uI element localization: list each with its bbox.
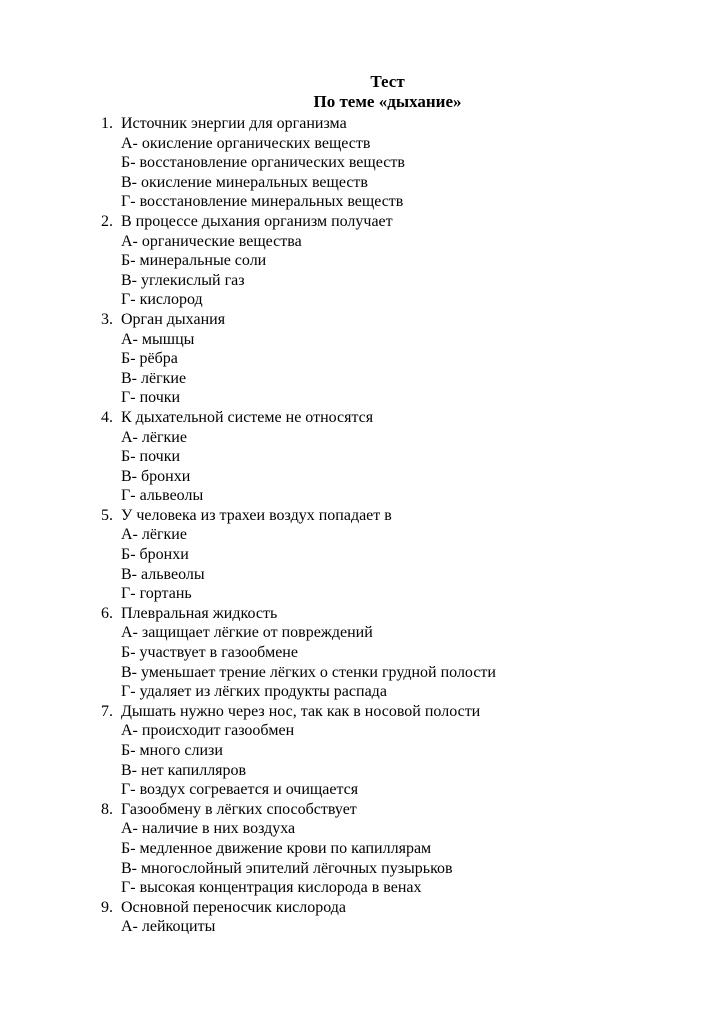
question-9 xyxy=(101,898,701,937)
answer-option: Б- почки xyxy=(121,448,181,466)
document-subtitle: По теме «дыхание» xyxy=(313,92,462,111)
answer-option: А- лейкоциты xyxy=(121,918,216,936)
question-number: 8. xyxy=(101,800,113,818)
answer-option: Б- восстановление органических веществ xyxy=(121,154,405,172)
question-number: 4. xyxy=(101,408,113,426)
question-3 xyxy=(101,310,701,408)
answer-option: В- окисление минеральных веществ xyxy=(121,173,368,191)
question-text: Плевральная жидкость xyxy=(121,604,278,622)
question-6 xyxy=(101,604,701,702)
answer-option: Б- участвует в газообмене xyxy=(121,644,298,662)
answer-option: В- бронхи xyxy=(121,467,191,485)
question-text: Источник энергии для организма xyxy=(121,115,347,132)
question-number: 6. xyxy=(101,604,113,622)
answer-option: Б- медленное движение крови по капиллярам xyxy=(121,839,432,857)
question-text: В процессе дыхания организм получает xyxy=(121,212,393,230)
question-list xyxy=(101,114,701,937)
answer-option: Б- бронхи xyxy=(121,546,189,564)
question-text-line xyxy=(101,604,701,624)
question-number: 9. xyxy=(101,898,113,916)
answer-option: В- многослойный эпителий лёгочных пузырьков xyxy=(121,859,453,877)
answer-option: А- происходит газообмен xyxy=(121,722,295,740)
answer-option: Г- удаляет из лёгких продукты распада xyxy=(121,683,387,701)
answer-option: В- нет капилляров xyxy=(121,761,247,779)
question-text: Газообмену в лёгких способствует xyxy=(121,800,357,818)
answer-option: А- окисление органических веществ xyxy=(121,134,371,152)
answer-option: Б- много слизи xyxy=(121,742,223,759)
answer-option: А- защищает лёгкие от повреждений xyxy=(121,624,373,642)
question-text: У человека из трахеи воздух попадает в xyxy=(121,506,392,524)
question-text-line xyxy=(101,408,701,428)
question-number: 3. xyxy=(101,310,113,328)
question-text-line xyxy=(101,114,701,134)
question-text: Дышать нужно через нос, так как в носовой полости xyxy=(121,702,481,720)
answer-option: В- углекислый газ xyxy=(121,271,245,289)
answer-option: Г- кислород xyxy=(121,291,203,309)
question-text-line xyxy=(101,898,701,918)
question-text: Орган дыхания xyxy=(121,310,226,328)
answer-option: А- лёгкие xyxy=(121,428,187,446)
question-5 xyxy=(101,506,701,604)
answer-option: В- альвеолы xyxy=(121,565,205,583)
answer-option: В- лёгкие xyxy=(121,369,187,387)
question-text-line xyxy=(101,506,701,526)
question-number: 5. xyxy=(101,506,113,524)
answer-option: В- уменьшает трение лёгких о стенки грудной полости xyxy=(121,663,496,681)
answer-option: Б- минеральные соли xyxy=(121,252,267,270)
answer-option: А- органические вещества xyxy=(121,232,302,250)
answer-option: А- наличие в них воздуха xyxy=(121,820,296,838)
answer-option: Г- восстановление минеральных веществ xyxy=(121,193,404,211)
question-1 xyxy=(101,114,701,212)
question-2 xyxy=(101,212,701,310)
question-text: Основной переносчик кислорода xyxy=(121,898,346,916)
answer-option: А- мышцы xyxy=(121,330,195,348)
answer-option: Г- гортань xyxy=(121,585,192,603)
answer-option: Г- высокая концентрация кислорода в венах xyxy=(121,879,422,897)
answer-option: Б- рёбра xyxy=(121,350,178,368)
question-text-line xyxy=(101,800,701,820)
question-8 xyxy=(101,800,701,898)
question-number: 2. xyxy=(101,212,113,230)
question-text-line xyxy=(101,702,701,722)
question-number: 7. xyxy=(101,702,113,720)
question-text-line xyxy=(101,212,701,232)
question-7 xyxy=(101,702,701,800)
question-text-line xyxy=(101,310,701,330)
question-4 xyxy=(101,408,701,506)
answer-option: Г- альвеолы xyxy=(121,487,204,505)
answer-option: Г- воздух согревается и очищается xyxy=(121,781,359,799)
question-text: К дыхательной системе не относятся xyxy=(121,408,374,426)
answer-option: Г- почки xyxy=(121,389,181,407)
document-title: Тест xyxy=(370,72,405,91)
answer-option: А- лёгкие xyxy=(121,526,187,544)
question-number: 1. xyxy=(101,115,113,132)
